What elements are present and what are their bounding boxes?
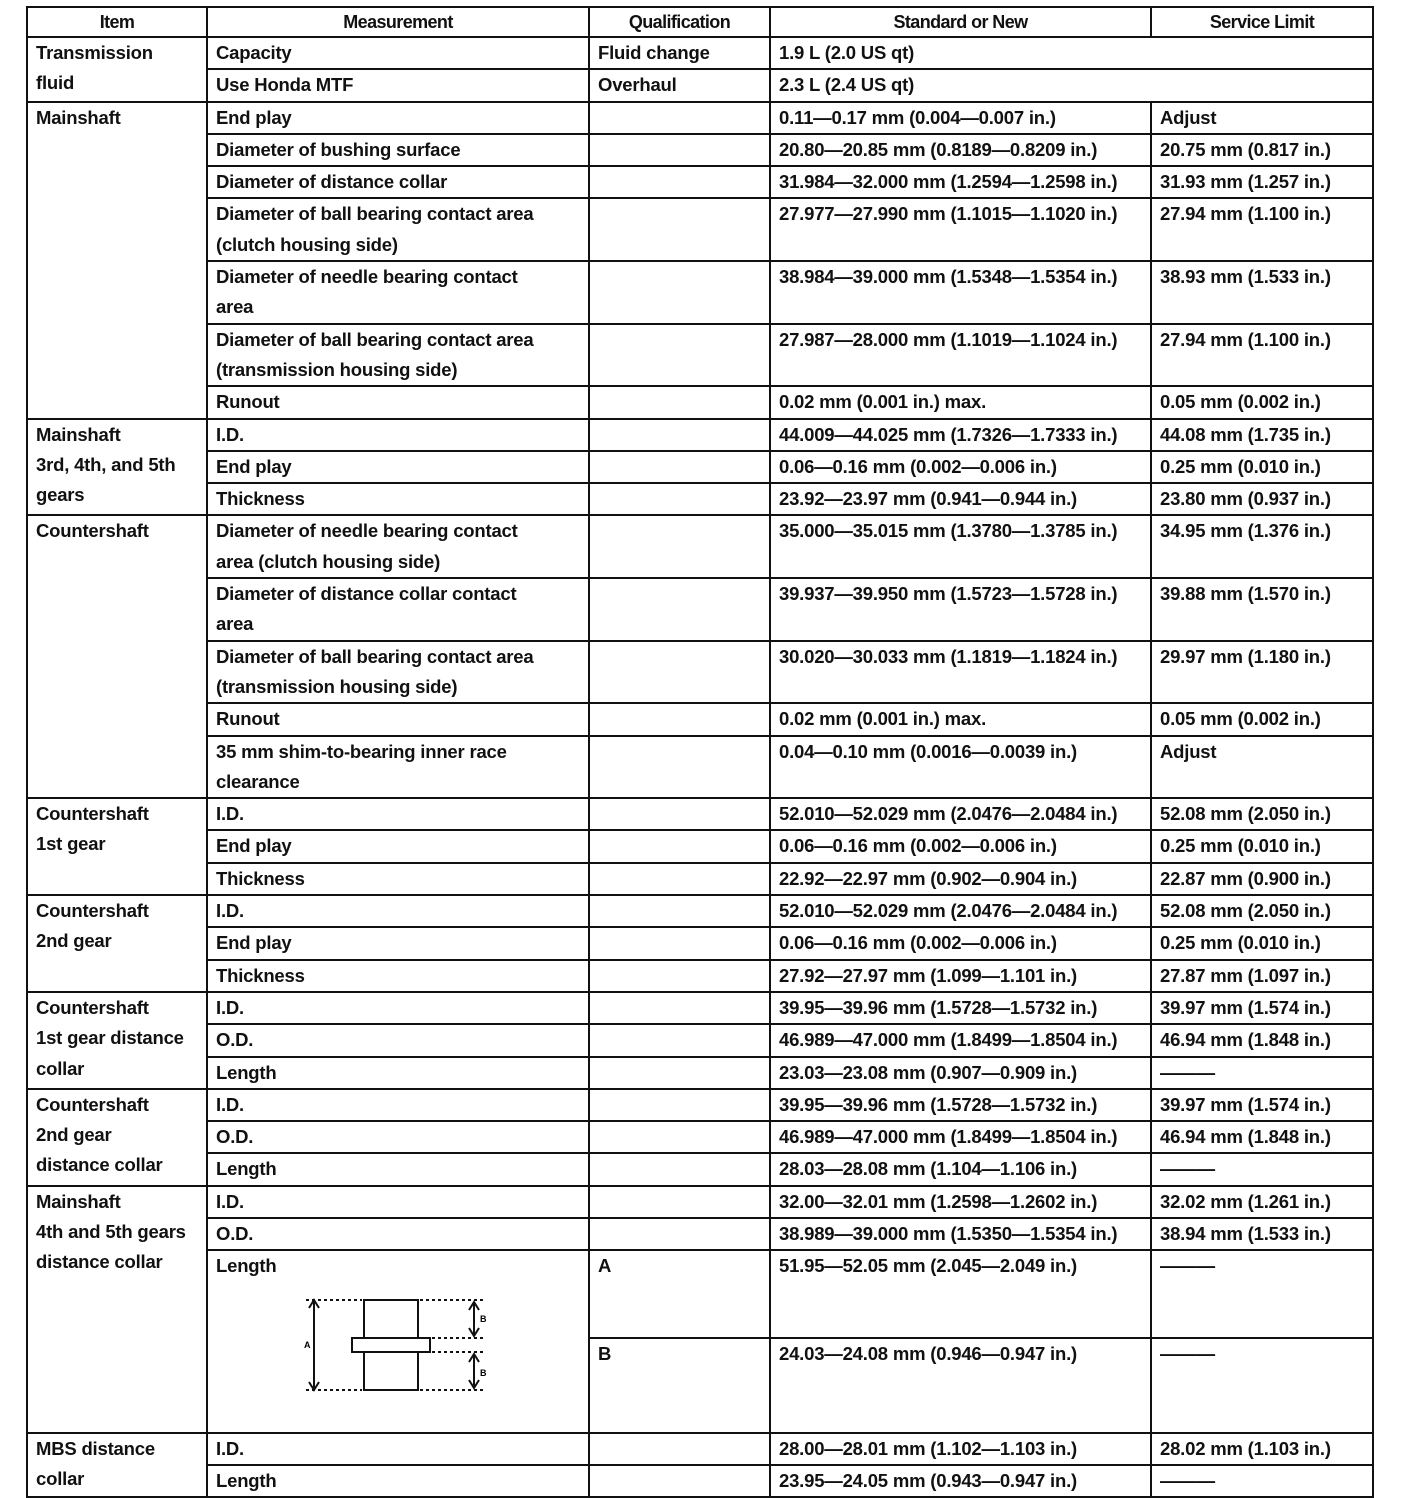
standard-cell: 0.06—0.16 mm (0.002—0.006 in.): [770, 451, 1151, 483]
measurement-label: 35 mm shim-to-bearing inner race clearance: [216, 740, 507, 792]
standard-cell: 27.987—28.000 mm (1.1019—1.1024 in.): [770, 324, 1151, 387]
measurement-cell: I.D.: [207, 1433, 589, 1465]
measurement-cell: O.D.: [207, 1121, 589, 1153]
limit-cell: 0.25 mm (0.010 in.): [1151, 927, 1373, 959]
standard-cell: 35.000—35.015 mm (1.3780—1.3785 in.): [770, 515, 1151, 578]
qualification-cell: [589, 1186, 770, 1218]
qualification-cell: [589, 1465, 770, 1497]
limit-cell: 39.88 mm (1.570 in.): [1151, 578, 1373, 641]
measurement-cell: End play: [207, 451, 589, 483]
measurement-label: Diameter of ball bearing contact area (transmission housing side): [216, 328, 534, 380]
measurement-cell: End play: [207, 927, 589, 959]
item-cell: [27, 102, 207, 419]
standard-cell: 28.03—28.08 mm (1.104—1.106 in.): [770, 1153, 1151, 1185]
measurement-cell: Runout: [207, 386, 589, 418]
item-label: Mainshaft 3rd, 4th, and 5th gears: [36, 423, 176, 506]
table-row: [27, 1465, 1373, 1497]
limit-cell: 38.94 mm (1.533 in.): [1151, 1218, 1373, 1250]
qualification-cell: [589, 102, 770, 134]
item-cell: [27, 1433, 207, 1498]
dim-b-label-lower: B: [480, 1367, 487, 1378]
item-cell: [27, 992, 207, 1089]
qualification-cell: [589, 134, 770, 166]
standard-cell: 23.92—23.97 mm (0.941—0.944 in.): [770, 483, 1151, 515]
limit-cell: 46.94 mm (1.848 in.): [1151, 1024, 1373, 1056]
qualification-cell: [589, 1024, 770, 1056]
qualification-cell: [589, 515, 770, 578]
limit-cell: Adjust: [1151, 736, 1373, 799]
table-row: [27, 927, 1373, 959]
limit-cell: 23.80 mm (0.937 in.): [1151, 483, 1373, 515]
header-row: [27, 7, 1373, 37]
item-cell: [27, 1089, 207, 1186]
table-row: [27, 1186, 1373, 1218]
standard-cell: 32.00—32.01 mm (1.2598—1.2602 in.): [770, 1186, 1151, 1218]
dim-b-label-upper: B: [480, 1313, 487, 1324]
item-cell: [27, 515, 207, 798]
table-row: [27, 1153, 1373, 1185]
qualification-cell: Overhaul: [589, 69, 770, 101]
qualification-cell: [589, 992, 770, 1024]
limit-cell: 44.08 mm (1.735 in.): [1151, 419, 1373, 451]
table-row: [27, 1121, 1373, 1153]
qualification-cell: [589, 1433, 770, 1465]
measurement-cell: Diameter of distance collar: [207, 166, 589, 198]
limit-cell: ———: [1151, 1153, 1373, 1185]
table-row: [27, 419, 1373, 451]
table-row: [27, 166, 1373, 198]
qualification-cell: [589, 1218, 770, 1250]
limit-cell: ———: [1151, 1057, 1373, 1089]
measurement-cell: Length: [207, 1465, 589, 1497]
measurement-cell: Use Honda MTF: [207, 69, 589, 101]
table-row: [27, 895, 1373, 927]
measurement-cell: Diameter of bushing surface: [207, 134, 589, 166]
item-label: Transmission fluid: [36, 42, 153, 94]
qualification-cell: [589, 483, 770, 515]
header-qualification: Qualification: [589, 7, 770, 37]
standard-cell: 27.977—27.990 mm (1.1015—1.1020 in.): [770, 198, 1151, 261]
limit-cell: 34.95 mm (1.376 in.): [1151, 515, 1373, 578]
limit-cell: 38.93 mm (1.533 in.): [1151, 261, 1373, 324]
qualification-cell: [589, 324, 770, 387]
measurement-label: Length: [216, 1255, 277, 1277]
limit-cell: 0.25 mm (0.010 in.): [1151, 451, 1373, 483]
measurement-cell: Length: [207, 1153, 589, 1185]
qualification-cell: [589, 198, 770, 261]
standard-cell: 27.92—27.97 mm (1.099—1.101 in.): [770, 960, 1151, 992]
item-label: Countershaft 1st gear: [36, 803, 149, 855]
table-row: [27, 102, 1373, 134]
item-cell: [27, 419, 207, 516]
qualification-cell: [589, 895, 770, 927]
table-row: [27, 1250, 1373, 1338]
measurement-cell: Runout: [207, 703, 589, 735]
table-row: [27, 1433, 1373, 1465]
standard-cell: 0.02 mm (0.001 in.) max.: [770, 703, 1151, 735]
measurement-label: Diameter of distance collar contact area: [216, 583, 517, 635]
dim-a-label: A: [304, 1339, 311, 1350]
qualification-cell: [589, 419, 770, 451]
table-row: [27, 798, 1373, 830]
qualification-cell: Fluid change: [589, 37, 770, 69]
table-row: [27, 324, 1373, 387]
standard-cell: 23.95—24.05 mm (0.943—0.947 in.): [770, 1465, 1151, 1497]
table-row: [27, 1057, 1373, 1089]
limit-cell: 22.87 mm (0.900 in.): [1151, 863, 1373, 895]
qualification-cell: [589, 578, 770, 641]
standard-cell: 52.010—52.029 mm (2.0476—2.0484 in.): [770, 895, 1151, 927]
table-row: [27, 515, 1373, 578]
limit-cell: 0.05 mm (0.002 in.): [1151, 386, 1373, 418]
limit-cell: 52.08 mm (2.050 in.): [1151, 798, 1373, 830]
item-cell: [27, 895, 207, 992]
table-row: [27, 451, 1373, 483]
qualification-cell: A: [589, 1250, 770, 1338]
measurement-cell: [207, 641, 589, 704]
standard-cell: 38.984—39.000 mm (1.5348—1.5354 in.): [770, 261, 1151, 324]
standard-cell: 39.95—39.96 mm (1.5728—1.5732 in.): [770, 992, 1151, 1024]
measurement-cell: Thickness: [207, 960, 589, 992]
item-cell: [27, 798, 207, 895]
table-row: [27, 386, 1373, 418]
item-label: MBS distance collar: [36, 1437, 155, 1489]
measurement-cell: O.D.: [207, 1024, 589, 1056]
limit-cell: 0.05 mm (0.002 in.): [1151, 703, 1373, 735]
standard-cell: 22.92—22.97 mm (0.902—0.904 in.): [770, 863, 1151, 895]
limit-cell: 0.25 mm (0.010 in.): [1151, 830, 1373, 862]
measurement-cell: Capacity: [207, 37, 589, 69]
header-service-limit: Service Limit: [1151, 7, 1373, 37]
item-label: Countershaft: [36, 520, 149, 542]
measurement-cell: [207, 261, 589, 324]
limit-cell: 29.97 mm (1.180 in.): [1151, 641, 1373, 704]
standard-cell: 31.984—32.000 mm (1.2594—1.2598 in.): [770, 166, 1151, 198]
measurement-cell: [207, 515, 589, 578]
table-row: [27, 703, 1373, 735]
standard-cell: 0.04—0.10 mm (0.0016—0.0039 in.): [770, 736, 1151, 799]
standard-cell: 2.3 L (2.4 US qt): [770, 69, 1373, 101]
limit-cell: 27.94 mm (1.100 in.): [1151, 324, 1373, 387]
qualification-cell: [589, 166, 770, 198]
limit-cell: ———: [1151, 1250, 1373, 1338]
measurement-cell: Thickness: [207, 863, 589, 895]
table-row: [27, 1024, 1373, 1056]
item-label: Mainshaft 4th and 5th gears distance collar: [36, 1190, 186, 1273]
measurement-cell: I.D.: [207, 419, 589, 451]
qualification-cell: [589, 863, 770, 895]
standard-cell: 30.020—30.033 mm (1.1819—1.1824 in.): [770, 641, 1151, 704]
standard-cell: 23.03—23.08 mm (0.907—0.909 in.): [770, 1057, 1151, 1089]
qualification-cell: [589, 1153, 770, 1185]
qualification-cell: [589, 798, 770, 830]
qualification-cell: [589, 451, 770, 483]
standard-cell: 0.06—0.16 mm (0.002—0.006 in.): [770, 830, 1151, 862]
table-row: [27, 198, 1373, 261]
measurement-label: Diameter of needle bearing contact area (clutch housing side): [216, 520, 518, 572]
standard-cell: 0.06—0.16 mm (0.002—0.006 in.): [770, 927, 1151, 959]
standard-cell: 28.00—28.01 mm (1.102—1.103 in.): [770, 1433, 1151, 1465]
standard-cell: 20.80—20.85 mm (0.8189—0.8209 in.): [770, 134, 1151, 166]
table-row: [27, 37, 1373, 69]
qualification-cell: [589, 960, 770, 992]
table-row: [27, 69, 1373, 101]
standard-cell: 24.03—24.08 mm (0.946—0.947 in.): [770, 1338, 1151, 1432]
limit-cell: 28.02 mm (1.103 in.): [1151, 1433, 1373, 1465]
limit-cell: 27.94 mm (1.100 in.): [1151, 198, 1373, 261]
measurement-cell: I.D.: [207, 895, 589, 927]
header-standard: Standard or New: [770, 7, 1151, 37]
table-row: [27, 483, 1373, 515]
qualification-cell: [589, 1089, 770, 1121]
item-cell: [27, 1186, 207, 1433]
table-row: [27, 134, 1373, 166]
measurement-label: Diameter of ball bearing contact area (clutch housing side): [216, 203, 534, 255]
measurement-cell: [207, 198, 589, 261]
standard-cell: 39.95—39.96 mm (1.5728—1.5732 in.): [770, 1089, 1151, 1121]
qualification-cell: [589, 703, 770, 735]
qualification-cell: [589, 1121, 770, 1153]
measurement-cell: End play: [207, 830, 589, 862]
header-measurement: Measurement: [207, 7, 589, 37]
qualification-cell: [589, 927, 770, 959]
measurement-cell: End play: [207, 102, 589, 134]
standard-cell: 38.989—39.000 mm (1.5350—1.5354 in.): [770, 1218, 1151, 1250]
item-label: Countershaft 2nd gear: [36, 900, 149, 952]
standard-cell: 44.009—44.025 mm (1.7326—1.7333 in.): [770, 419, 1151, 451]
qualification-cell: [589, 641, 770, 704]
table-row: [27, 578, 1373, 641]
table-row: [27, 641, 1373, 704]
spec-table: [26, 6, 1374, 1498]
measurement-cell: O.D.: [207, 1218, 589, 1250]
measurement-cell: [207, 578, 589, 641]
limit-cell: 39.97 mm (1.574 in.): [1151, 992, 1373, 1024]
limit-cell: 32.02 mm (1.261 in.): [1151, 1186, 1373, 1218]
standard-cell: 39.937—39.950 mm (1.5723—1.5728 in.): [770, 578, 1151, 641]
table-row: [27, 863, 1373, 895]
table-row: [27, 1089, 1373, 1121]
qualification-cell: [589, 736, 770, 799]
limit-cell: ———: [1151, 1465, 1373, 1497]
collar-figure: [216, 1282, 580, 1432]
measurement-cell: [207, 324, 589, 387]
standard-cell: 1.9 L (2.0 US qt): [770, 37, 1373, 69]
measurement-cell: [207, 736, 589, 799]
header-item: Item: [27, 7, 207, 37]
collar-flange: [352, 1338, 430, 1352]
qualification-cell: [589, 386, 770, 418]
standard-cell: 0.02 mm (0.001 in.) max.: [770, 386, 1151, 418]
limit-cell: Adjust: [1151, 102, 1373, 134]
measurement-cell: [207, 1250, 589, 1432]
limit-cell: 46.94 mm (1.848 in.): [1151, 1121, 1373, 1153]
item-label: Countershaft 2nd gear distance collar: [36, 1093, 163, 1176]
qualification-cell: [589, 261, 770, 324]
limit-cell: 27.87 mm (1.097 in.): [1151, 960, 1373, 992]
measurement-cell: Thickness: [207, 483, 589, 515]
qualification-cell: [589, 830, 770, 862]
table-row: [27, 736, 1373, 799]
item-label: Countershaft 1st gear distance collar: [36, 996, 184, 1079]
limit-cell: 39.97 mm (1.574 in.): [1151, 1089, 1373, 1121]
measurement-label: Diameter of needle bearing contact area: [216, 266, 518, 318]
standard-cell: 0.11—0.17 mm (0.004—0.007 in.): [770, 102, 1151, 134]
limit-cell: 52.08 mm (2.050 in.): [1151, 895, 1373, 927]
standard-cell: 52.010—52.029 mm (2.0476—2.0484 in.): [770, 798, 1151, 830]
measurement-cell: I.D.: [207, 1186, 589, 1218]
item-label: Mainshaft: [36, 106, 121, 128]
standard-cell: 46.989—47.000 mm (1.8499—1.8504 in.): [770, 1024, 1151, 1056]
qualification-cell: B: [589, 1338, 770, 1432]
measurement-cell: I.D.: [207, 1089, 589, 1121]
item-cell: [27, 37, 207, 102]
table-row: [27, 1218, 1373, 1250]
limit-cell: 31.93 mm (1.257 in.): [1151, 166, 1373, 198]
measurement-cell: I.D.: [207, 992, 589, 1024]
measurement-cell: Length: [207, 1057, 589, 1089]
table-row: [27, 960, 1373, 992]
qualification-cell: [589, 1057, 770, 1089]
table-row: [27, 261, 1373, 324]
measurement-label: Diameter of ball bearing contact area (transmission housing side): [216, 645, 534, 697]
standard-cell: 46.989—47.000 mm (1.8499—1.8504 in.): [770, 1121, 1151, 1153]
measurement-cell: I.D.: [207, 798, 589, 830]
limit-cell: 20.75 mm (0.817 in.): [1151, 134, 1373, 166]
table-row: [27, 830, 1373, 862]
table-row: [27, 992, 1373, 1024]
limit-cell: ———: [1151, 1338, 1373, 1432]
standard-cell: 51.95—52.05 mm (2.045—2.049 in.): [770, 1250, 1151, 1338]
collar-diagram: [306, 1296, 496, 1406]
